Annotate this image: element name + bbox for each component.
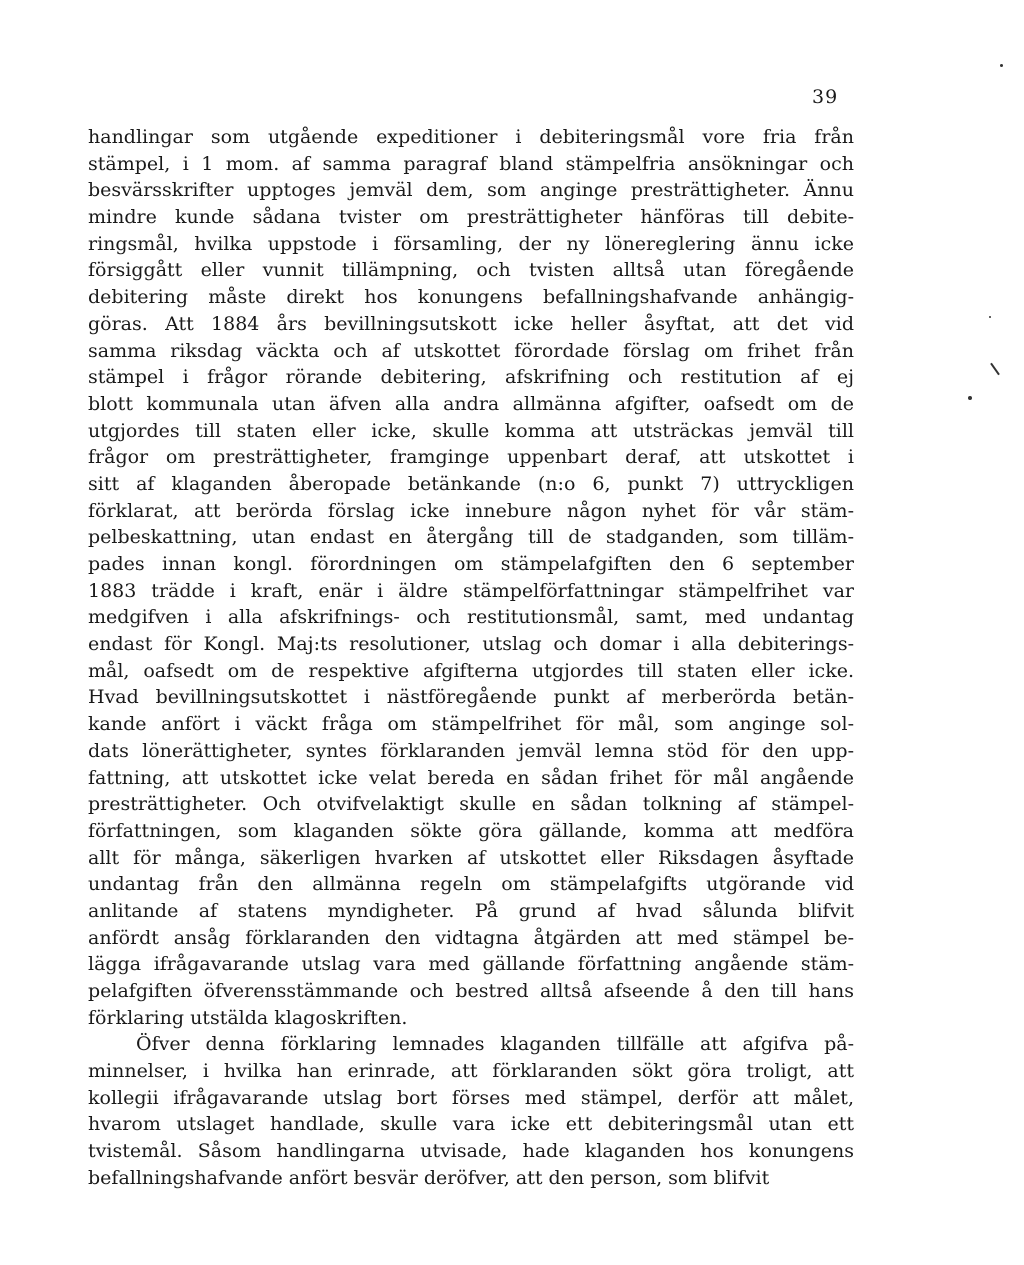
text-line: Öfver denna förklaring lemnades klaganden tillfälle att afgifva på- <box>136 1033 854 1056</box>
text-line: lägga ifrågavarande utslag vara med gällande författning angående stäm- <box>88 953 854 976</box>
scan-speck <box>1000 64 1003 67</box>
text-line: anfördt ansåg förklaranden den vidtagna åtgärden att med stämpel be- <box>88 926 854 949</box>
text-line: frågor om presträttigheter, framginge uppenbart deraf, att utskottet i <box>88 446 854 469</box>
scan-speck <box>989 316 991 318</box>
text-line: undantag från den allmänna regeln om stämpelafgifts utgörande vid <box>88 873 854 896</box>
body-text <box>88 124 854 1192</box>
text-line: förklaring utstälda klagoskriften. <box>88 1006 408 1029</box>
text-line: samma riksdag väckta och af utskottet förordade förslag om frihet från <box>88 339 854 362</box>
text-line: försiggått eller vunnit tillämpning, och tvisten alltså utan föregående <box>88 259 854 282</box>
text-line: stämpel, i 1 mom. af samma paragraf bland stämpelfria ansökningar och <box>88 152 854 175</box>
text-line: kollegii ifrågavarande utslag bort förses med stämpel, derför att målet, <box>88 1086 854 1109</box>
scan-speck <box>990 363 1000 376</box>
text-line: mål, oafsedt om de respektive afgifterna utgjordes till staten eller icke. <box>88 659 854 682</box>
text-line: presträttigheter. Och otvifvelaktigt skulle en sådan tolkning af stämpel- <box>88 793 854 816</box>
text-line: medgifven i alla afskrifnings- och restitutionsmål, samt, med undantag <box>88 606 854 629</box>
text-line: sitt af klaganden åberopade betänkande (n:o 6, punkt 7) uttryckligen <box>88 472 854 495</box>
page-number: 39 <box>812 86 839 108</box>
text-line: hvarom utslaget handlade, skulle vara icke ett debiteringsmål utan ett <box>88 1113 854 1136</box>
text-line: fattning, att utskottet icke velat bereda en sådan frihet för mål angående <box>88 766 854 789</box>
text-line: förklarat, att berörda förslag icke innebure någon nyhet för vår stäm- <box>88 499 854 522</box>
text-line: mindre kunde sådana tvister om presträttigheter hänföras till debite- <box>88 206 854 229</box>
text-line: befallningshafvande anfört besvär deröfver, att den person, som blifvit <box>88 1166 770 1189</box>
text-line: debitering måste direkt hos konungens befallningshafvande anhängig- <box>88 286 854 309</box>
text-line: endast för Kongl. Maj:ts resolutioner, utslag och domar i alla debiterings- <box>88 633 854 656</box>
text-line: pelafgiften öfverensstämmande och bestred alltså afseende å den till hans <box>88 980 854 1002</box>
scan-speck <box>968 396 972 400</box>
text-line: 1883 trädde i kraft, enär i äldre stämpelförfattningar stämpelfrihet var <box>88 579 854 602</box>
text-line: besvärsskrifter upptoges jemväl dem, som anginge presträttigheter. Ännu <box>88 179 854 202</box>
text-line: minnelser, i hvilka han erinrade, att förklaranden sökt göra troligt, att <box>88 1060 854 1083</box>
text-line: allt för många, säkerligen hvarken af utskottet eller Riksdagen åsyftade <box>88 846 854 869</box>
text-line: utgjordes till staten eller icke, skulle komma att utsträckas jemväl till <box>88 419 854 442</box>
text-line: kande anfört i väckt fråga om stämpelfrihet för mål, som anginge sol- <box>88 713 854 736</box>
text-line: anlitande af statens myndigheter. På grund af hvad sålunda blifvit <box>88 899 854 922</box>
text-line: dats lönerättigheter, syntes förklaranden jemväl lemna stöd för den upp- <box>88 739 854 762</box>
text-line: författningen, som klaganden sökte göra gällande, komma att medföra <box>88 819 854 842</box>
text-line: ringsmål, hvilka uppstode i församling, der ny lönereglering ännu icke <box>88 232 854 255</box>
text-line: Hvad bevillningsutskottet i nästföregående punkt af merberörda betän- <box>88 686 854 709</box>
text-line: tvistemål. Såsom handlingarna utvisade, hade klaganden hos konungens <box>88 1140 854 1163</box>
text-line: pelbeskattning, utan endast en återgång till de stadganden, som tilläm- <box>88 526 854 549</box>
text-line: handlingar som utgående expeditioner i debiteringsmål vore fria från <box>88 126 854 148</box>
text-line: stämpel i frågor rörande debitering, afskrifning och restitution af ej <box>88 366 854 389</box>
text-line: pades innan kongl. förordningen om stämpelafgiften den 6 september <box>88 553 854 575</box>
text-line: göras. Att 1884 års bevillningsutskott icke heller åsyftat, att det vid <box>88 312 854 335</box>
text-line: blott kommunala utan äfven alla andra allmänna afgifter, oafsedt om de <box>88 392 854 415</box>
